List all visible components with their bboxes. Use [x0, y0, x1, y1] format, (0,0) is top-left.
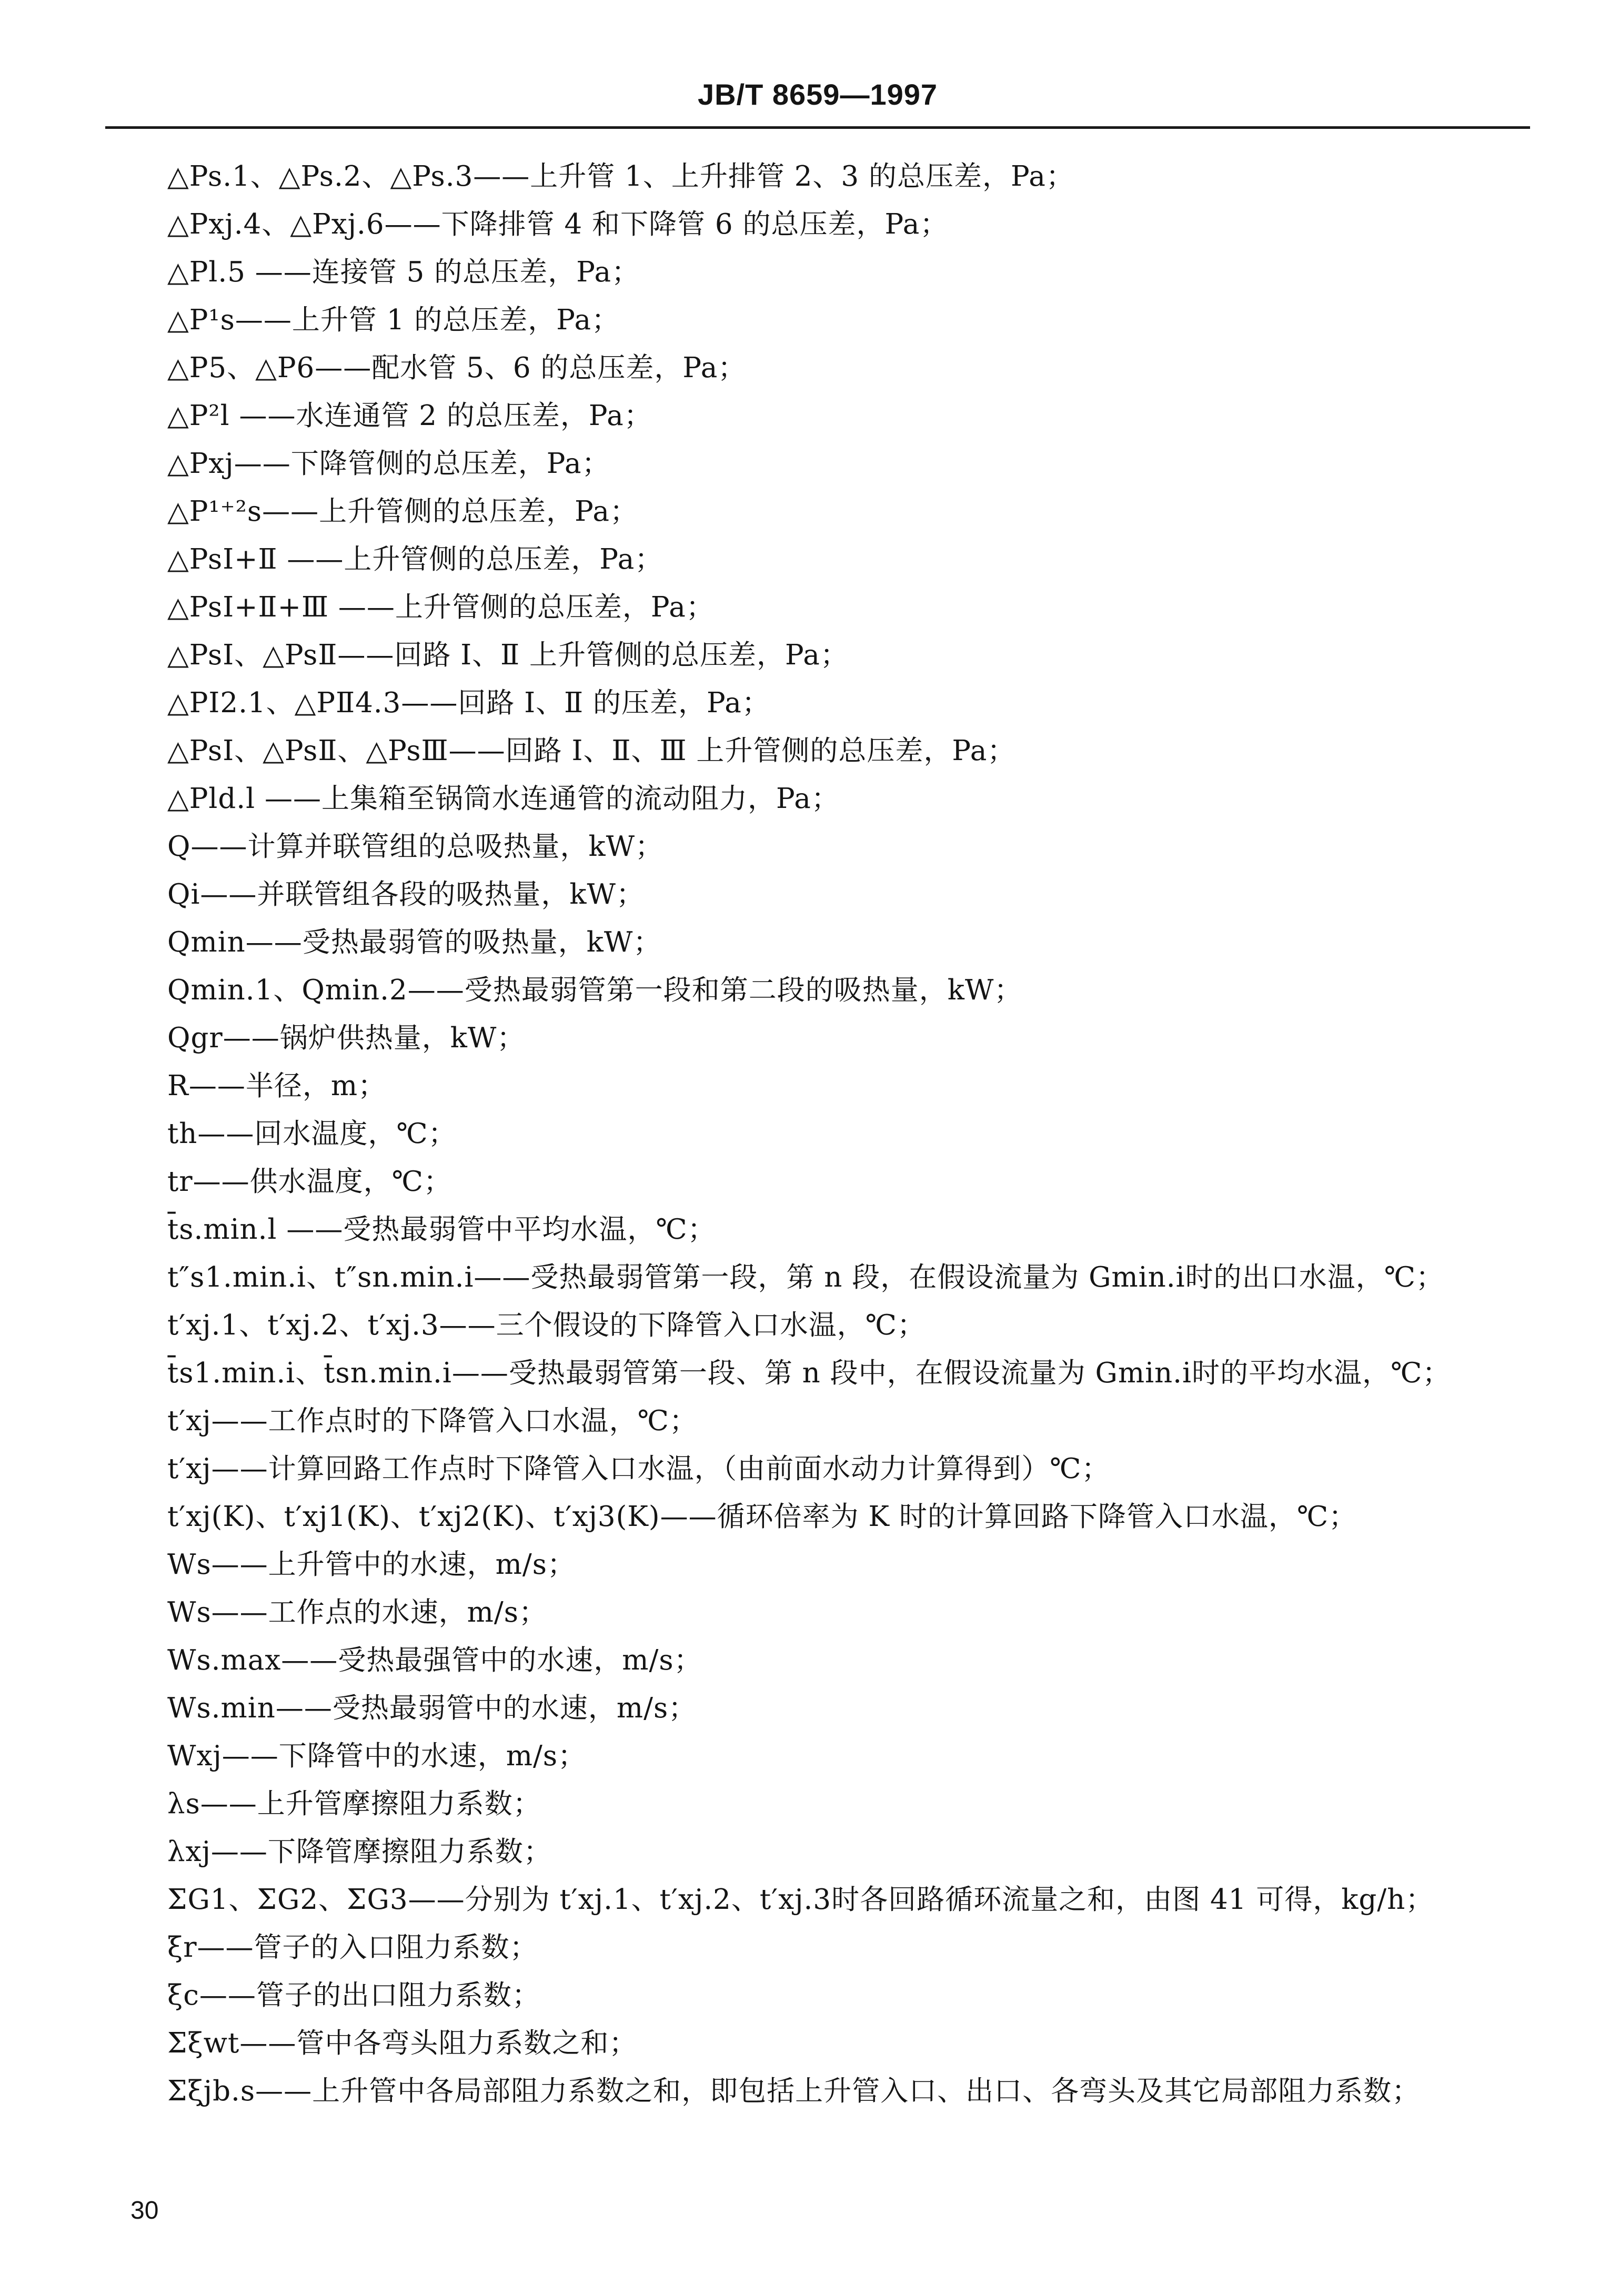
symbol-definition: t̄s.min.l ——受热最弱管中平均水温，℃； — [167, 1213, 716, 1246]
symbol-definition: △P5、△P6——配水管 5、6 的总压差，Pa； — [167, 352, 747, 384]
symbol-definition: ξc——管子的出口阻力系数； — [167, 1979, 540, 2011]
symbol-definition: △PⅠ2.1、△PⅡ4.3——回路 Ⅰ、Ⅱ 的压差，Pa； — [167, 687, 770, 719]
symbol-definition: λxj——下降管摩擦阻力系数； — [167, 1836, 552, 1868]
symbol-definition: t′xj——计算回路工作点时下降管入口水温，（由前面水动力计算得到）℃； — [167, 1453, 1110, 1485]
symbol-definition: △Pxj.4、△Pxj.6——下降排管 4 和下降管 6 的总压差，Pa； — [167, 208, 949, 240]
symbol-definition: Qmin.1、Qmin.2——受热最弱管第一段和第二段的吸热量，kW； — [167, 974, 1023, 1006]
symbol-definition: △PsⅠ+Ⅱ ——上升管侧的总压差，Pa； — [167, 543, 663, 575]
standard-number: JB/T 8659—1997 — [697, 78, 938, 111]
symbol-definition: Qi——并联管组各段的吸热量，kW； — [167, 878, 645, 911]
symbol-definition: △PsⅠ、△PsⅡ——回路 Ⅰ、Ⅱ 上升管侧的总压差，Pa； — [167, 639, 849, 671]
symbol-definition: t′xj(K)、t′xj1(K)、t′xj2(K)、t′xj3(K)——循环倍率为 K 时的计算回路下降管入口水温，℃； — [167, 1501, 1357, 1533]
page-header — [105, 74, 1530, 129]
symbol-definition: Q——计算并联管组的总吸热量，kW； — [167, 831, 664, 863]
symbol-definition: △PsⅠ、△PsⅡ、△PsⅢ——回路 Ⅰ、Ⅱ、Ⅲ 上升管侧的总压差，Pa； — [167, 735, 1016, 767]
symbol-definition: t′xj——工作点时的下降管入口水温，℃； — [167, 1405, 698, 1437]
page-number: 30 — [130, 2197, 159, 2224]
symbol-definition: Ws.min——受热最弱管中的水速，m/s； — [167, 1692, 697, 1724]
symbol-definition: △Pxj——下降管侧的总压差，Pa； — [167, 448, 610, 480]
symbol-definition: Ws——工作点的水速，m/s； — [167, 1596, 547, 1629]
symbol-definition: tr——供水温度，℃； — [167, 1166, 452, 1198]
symbol-definition: Wxj——下降管中的水速，m/s； — [167, 1740, 587, 1772]
symbol-definition: t″s1.min.i、t″sn.min.i——受热最弱管第一段，第 n 段，在假设流量为 Gmin.i时的出口水温，℃； — [167, 1261, 1444, 1293]
symbol-definition: ΣG1、ΣG2、ΣG3——分别为 t′xj.1、t′xj.2、t′xj.3时各回路循环流量之和，由图 41 可得，kg/h； — [167, 1884, 1434, 1916]
symbol-definition: t̄s1.min.i、t̄sn.min.i——受热最弱管第一段、第 n 段中，在假设流量为 Gmin.i时的平均水温，℃； — [167, 1357, 1451, 1389]
symbol-definition: Ws——上升管中的水速，m/s； — [167, 1549, 576, 1581]
symbol-definition: Qmin——受热最弱管的吸热量，kW； — [167, 926, 662, 958]
symbol-definition-list — [167, 153, 1546, 2115]
symbol-definition: △PsⅠ+Ⅱ+Ⅲ ——上升管侧的总压差，Pa； — [167, 591, 715, 623]
symbol-definition: λs——上升管摩擦阻力系数； — [167, 1788, 541, 1820]
symbol-definition: △P²l ——水连通管 2 的总压差，Pa； — [167, 400, 652, 432]
symbol-definition: Qgr——锅炉供热量，kW； — [167, 1022, 526, 1054]
symbol-definition: △Ps.1、△Ps.2、△Ps.3——上升管 1、上升排管 2、3 的总压差，Pa； — [167, 160, 1074, 193]
symbol-definition: △P¹s——上升管 1 的总压差，Pa； — [167, 304, 620, 336]
symbol-definition: ξr——管子的入口阻力系数； — [167, 1931, 538, 1964]
symbol-definition: R——半径，m； — [167, 1070, 387, 1102]
symbol-definition: Σξwt——管中各弯头阻力系数之和； — [167, 2027, 638, 2059]
symbol-definition: Ws.max——受热最强管中的水速，m/s； — [167, 1644, 702, 1676]
symbol-definition: th——回水温度，℃； — [167, 1118, 457, 1150]
symbol-definition: △P¹⁺²s——上升管侧的总压差，Pa； — [167, 495, 638, 528]
symbol-definition: t′xj.1、t′xj.2、t′xj.3——三个假设的下降管入口水温，℃； — [167, 1309, 926, 1341]
symbol-definition: △Pl.5 ——连接管 5 的总压差，Pa； — [167, 256, 640, 288]
symbol-definition: △Pld.l ——上集箱至锅筒水连通管的流动阻力，Pa； — [167, 783, 840, 815]
symbol-definition: Σξjb.s——上升管中各局部阻力系数之和，即包括上升管入口、出口、各弯头及其它局部阻力系数； — [167, 2075, 1421, 2107]
